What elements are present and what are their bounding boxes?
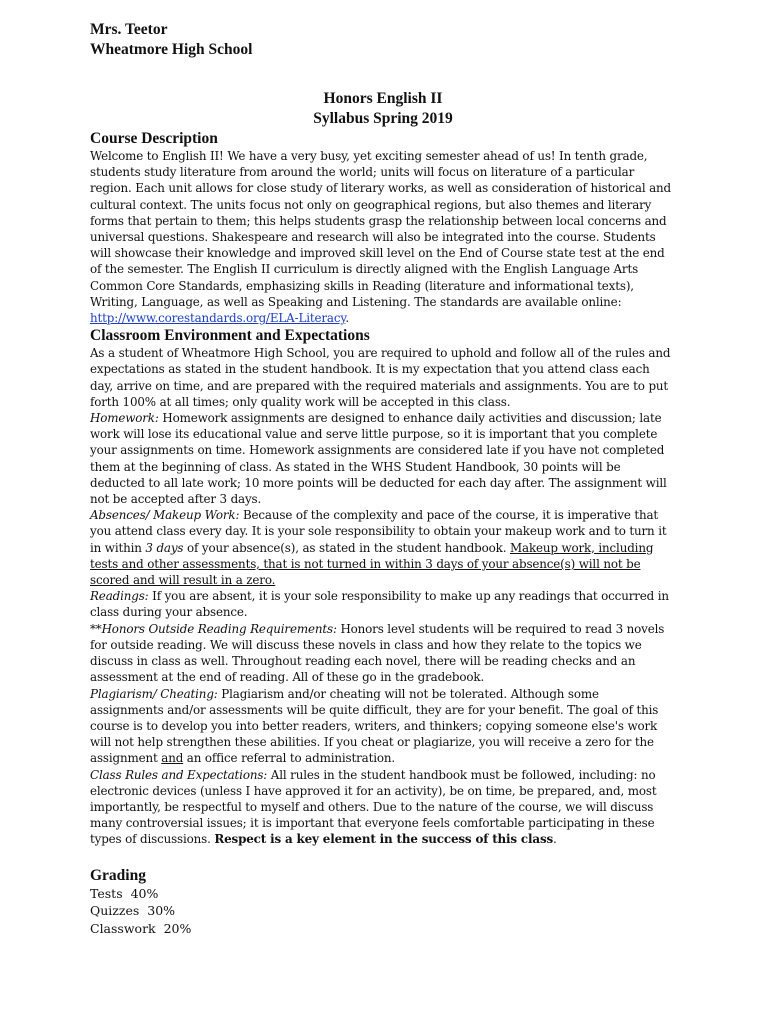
- grading-list: [90, 885, 676, 938]
- grading-item-name: Classwork: [90, 920, 156, 936]
- absences-underlined: Makeup work, including tests and other assessments, that is not turned in within 3 days of your absence(s) will not be scored and will result in a zero.: [90, 540, 654, 588]
- teacher-name: Mrs. Teetor: [90, 21, 168, 38]
- plagiarism-label: Plagiarism/ Cheating:: [90, 686, 218, 701]
- absences-text-1: Because of the complexity and pace of the course, it is imperative that you attend class every day. It is your sole responsibility to obtain your makeup work and to turn it in within: [90, 508, 667, 555]
- homework-label: Homework:: [90, 411, 159, 426]
- grading-item-value: 30%: [147, 903, 176, 919]
- class-rules-label: Class Rules and Expectations:: [90, 767, 268, 782]
- plagiarism-text-2: an office referral to administration.: [183, 751, 396, 766]
- outside-reading-label: **Honors Outside Reading Requirements:: [90, 621, 337, 636]
- class-rules-paragraph: [90, 767, 676, 848]
- absences-text-2: of your absence(s), as stated in the student handbook.: [183, 540, 510, 555]
- class-rules-bold: Respect is a key element in the success of this class: [214, 832, 554, 847]
- homework-paragraph: [90, 410, 676, 507]
- standards-link[interactable]: http://www.corestandards.org/ELA-Literacy: [90, 311, 346, 326]
- class-rules-end: .: [553, 832, 557, 847]
- environment-heading: Classroom Environment and Expectations: [90, 327, 370, 345]
- outside-reading-text: Honors level students will be required to read 3 novels for outside reading. We will discuss these novels in class and how they relate to the topics we discuss in class as well. Throughout reading each novel, there will be reading checks and an assessment at the end of reading. All of these go in the gradebook.: [90, 621, 665, 685]
- class-rules-text: All rules in the student handbook must be followed, including: no electronic devices (unless I have approved it for an activity), be on time, be prepared, and, most importantly, be respectful to myself and others. Due to the nature of the course, we will discuss many controversial issues; it is important that everyone feels comfortable participating in these types of discussions.: [90, 767, 657, 847]
- grading-item-name: Quizzes: [90, 903, 140, 919]
- plagiarism-text-1: Plagiarism and/or cheating will not be tolerated. Although some assignments and/or assessments will be quite difficult, they are for your benefit. The goal of this course is to develop you into better readers, writers, and thinkers; copying someone else's work will not help strengthen these abilities. If you cheat or plagiarize, you will receive a zero for the assignment: [90, 686, 659, 766]
- description-suffix: .: [345, 311, 350, 326]
- course-title: Honors English II: [323, 90, 443, 107]
- course-description-text: [90, 148, 676, 326]
- readings-label: Readings:: [90, 589, 149, 604]
- document-title: [90, 89, 676, 129]
- readings-paragraph: [90, 588, 676, 620]
- grading-item-quizzes: [90, 902, 676, 920]
- term-title: Syllabus Spring 2019: [313, 110, 453, 127]
- school-name: Wheatmore High School: [90, 41, 253, 58]
- course-description-heading: Course Description: [90, 130, 218, 147]
- readings-text: If you are absent, it is your sole responsibility to make up any readings that occurred in class during your absence.: [90, 589, 669, 620]
- outside-reading-paragraph: [90, 621, 676, 686]
- grading-item-value: 20%: [163, 920, 192, 936]
- grading-item-name: Tests: [90, 885, 123, 901]
- description-body: Welcome to English II! We have a very busy, yet exciting semester ahead of us! In tenth grade, students study literature from around the world; units will focus on literature of a particular region. Each unit allows for close study of literary works, as well as consideration of historical and cultural context. The units focus not only on geographical regions, but also themes and literary forms that pertain to them; this helps students grasp the relationship between local concerns and universal questions. Shakespeare and research will also be integrated into the course. Students will showcase their knowledge and improved skill level on the End of Course state test at the end of the semester. The English II curriculum is directly aligned with the English Language Arts Common Core Standards, emphasizing skills in Reading (literature and informational texts), Writing, Language, as well as Speaking and Listening. The standards are available online:: [90, 149, 672, 309]
- absences-paragraph: [90, 507, 676, 588]
- grading-heading: Grading: [90, 866, 146, 884]
- environment-intro: As a student of Wheatmore High School, you are required to uphold and follow all of the rules and expectations as stated in the student handbook. It is my expectation that you attend class each day, arrive on time, and are prepared with the required materials and assignments. You are to put forth 100% at all times; only quality work will be accepted in this class.: [90, 346, 671, 409]
- plagiarism-paragraph: [90, 686, 676, 767]
- section-spacer: [90, 848, 676, 866]
- plagiarism-and: and: [161, 751, 184, 766]
- grading-item-value: 40%: [130, 885, 159, 901]
- absences-label: Absences/ Makeup Work:: [90, 508, 240, 523]
- grading-item-tests: [90, 885, 676, 903]
- homework-text: Homework assignments are designed to enhance daily activities and discussion; late work will lose its educational value and serve little purpose, so it is important that you complete your assignments on time. Homework assignments are considered late if you have not completed them at the beginning of class. As stated in the WHS Student Handbook, 30 points will be deducted to all late work; 10 more points will be deducted for each day after. The assignment will not be accepted after 3 days.: [90, 411, 667, 507]
- grading-item-classwork: [90, 920, 676, 938]
- absences-days: 3 days: [145, 540, 184, 555]
